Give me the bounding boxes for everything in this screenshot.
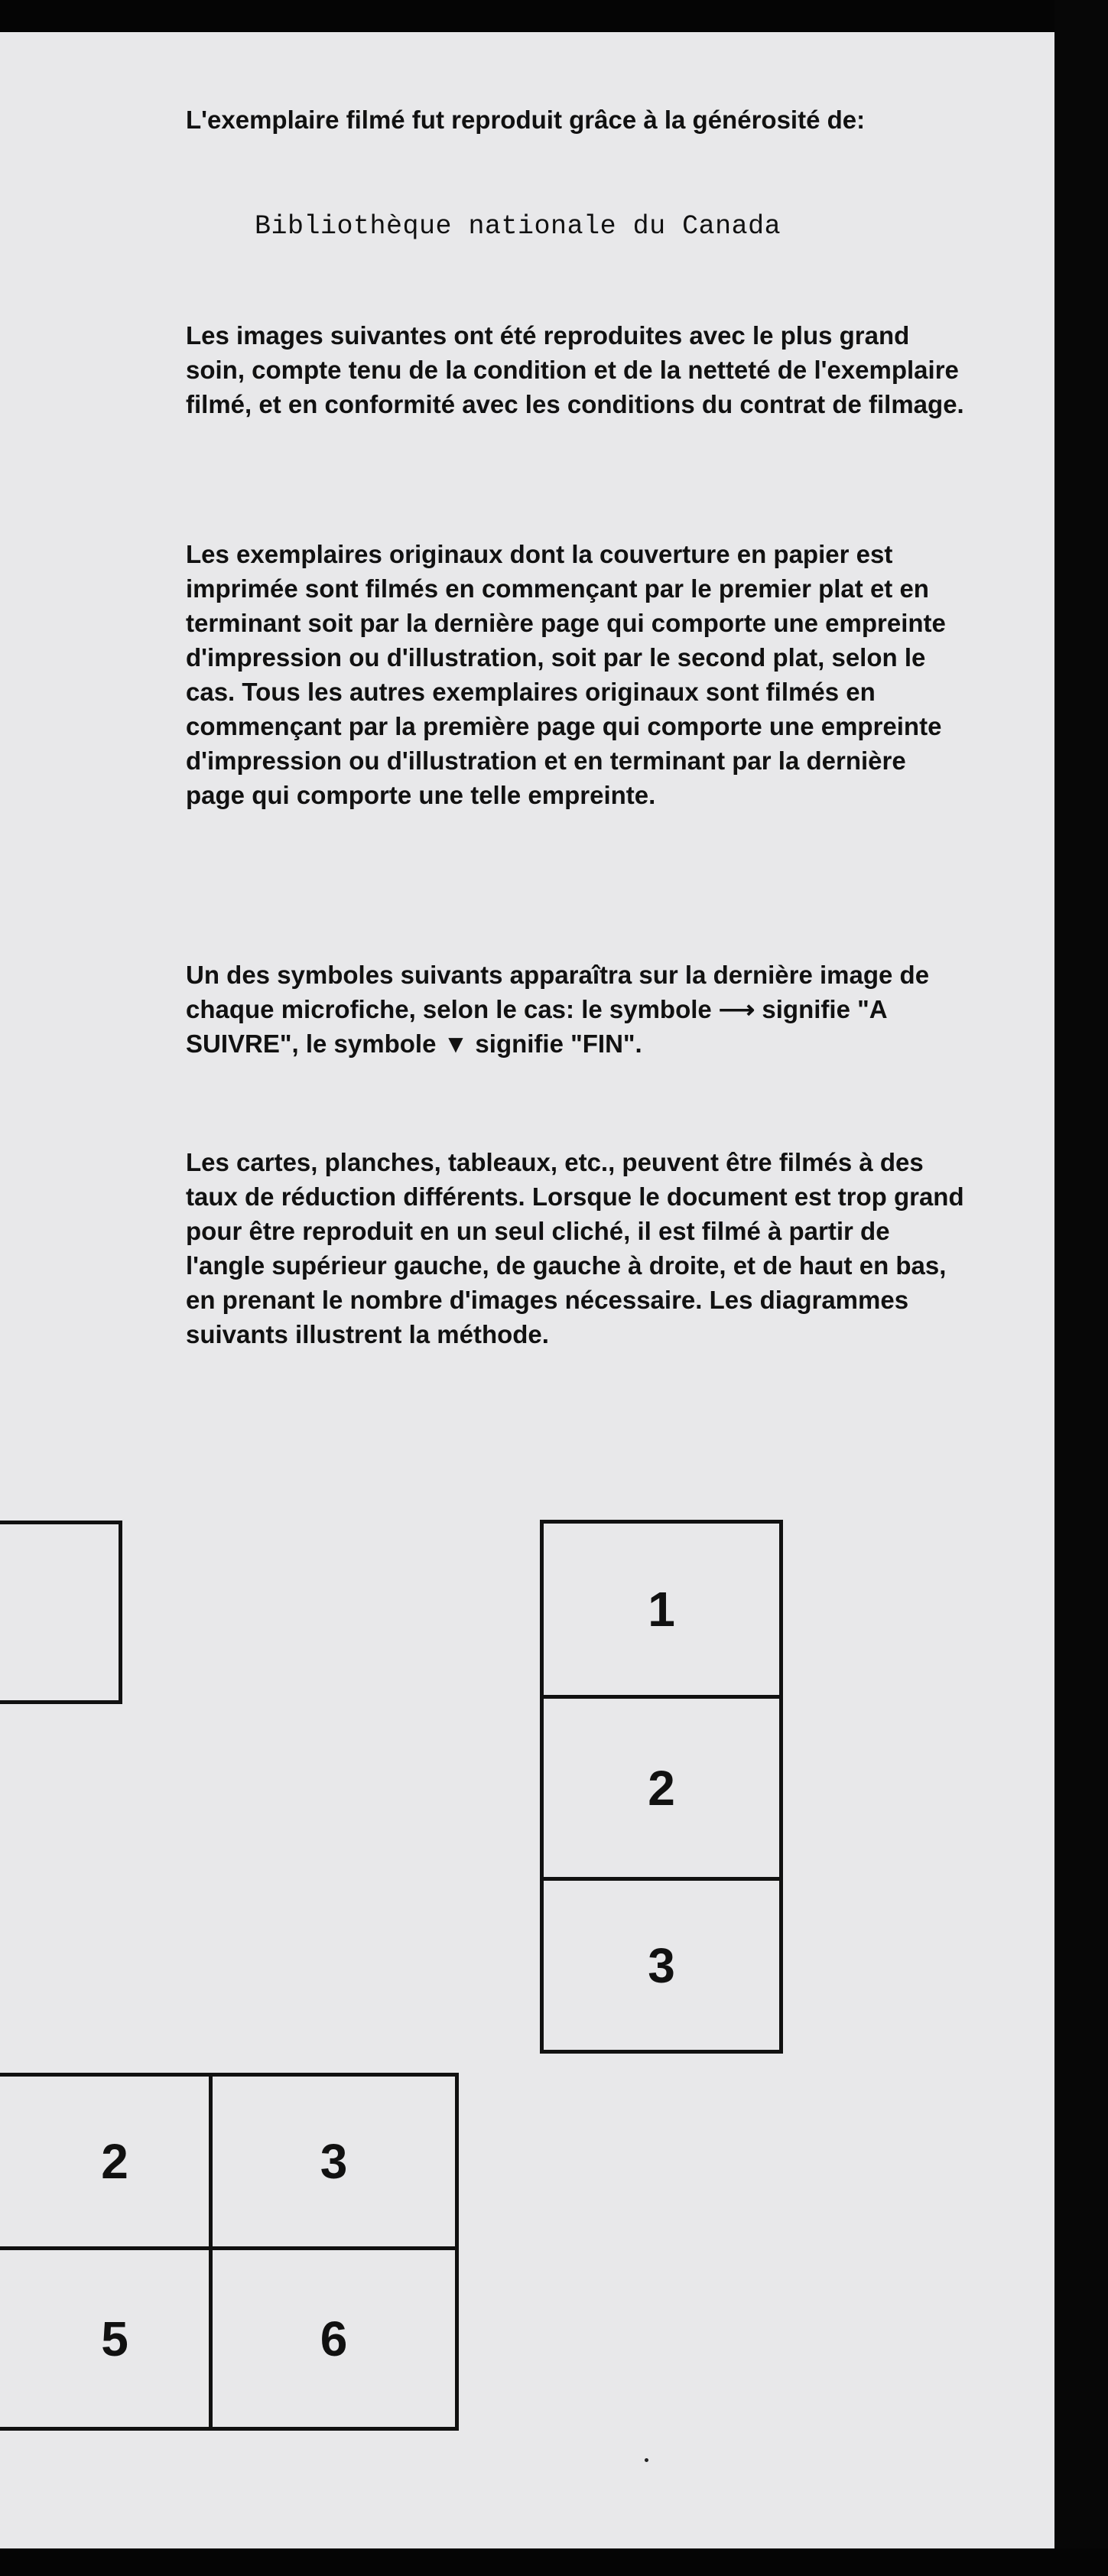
scan-speck [645, 2458, 648, 2462]
paragraph-originals: Les exemplaires originaux dont la couverture en papier est imprimée sont filmés en commençant par le premier plat et en terminant soit par la dernière page qui comporte une empreinte d'impression ou d'illustration, soit par le second plat, selon le cas. Tous les autres exemplaires originaux sont filmés en commençant par la première page qui comporte une empreinte d'impression ou d'illustration et en terminant par la dernière page qui comporte une telle empreinte. [186, 540, 946, 809]
scan-edge-bottom [0, 2548, 1108, 2576]
frame-cell [544, 1524, 779, 1695]
frame-cell [0, 1524, 11, 1700]
horizontal-frames-diagram [0, 1521, 122, 1704]
frame-cell [23, 2250, 206, 2427]
paragraph-maps: Les cartes, planches, tableaux, etc., peuvent être filmés à des taux de réduction différents. Lorsque le document est trop grand pour être reproduit en un seul cliché, il est filmé à partir de l'angle supérieur gauche, de gauche à droite, et de haut en bas, en prenant le nombre d'images nécessaire. Les diagrammes suivants illustrent la méthode. [186, 1148, 964, 1348]
frame-number: 1 [648, 1582, 675, 1637]
frame-number: 3 [320, 2134, 348, 2189]
document-page [0, 32, 1054, 2548]
frame-cell [213, 2250, 455, 2427]
grid-frames-diagram [0, 2073, 459, 2431]
paragraph-reproduction: Les images suivantes ont été reproduites avec le plus grand soin, compte tenu de la condition et de la netteté de l'exemplaire filmé, et en conformité avec les conditions du contrat de filmage. [186, 321, 964, 418]
vertical-frames-diagram [540, 1520, 783, 2054]
frame-number: 5 [101, 2311, 128, 2366]
frame-cell [23, 2077, 206, 2246]
frame-cell [544, 1881, 779, 2050]
frame-number: 3 [648, 1937, 675, 1993]
frame-number: 6 [320, 2311, 348, 2366]
paragraph-symbols: Un des symboles suivants apparaîtra sur la dernière image de chaque microfiche, selon le cas: le symbole ⟶ signifie "A SUIVRE", le symbole ▼ signifie "FIN". [186, 961, 930, 1058]
frame-number: 2 [101, 2134, 128, 2189]
frame-number: 2 [648, 1760, 675, 1816]
frame-cell [213, 2077, 455, 2246]
library-name: Bibliothèque nationale du Canada [255, 211, 781, 242]
scan-edge-right [1054, 0, 1108, 2576]
scan-edge-top [0, 0, 1108, 32]
intro-text: L'exemplaire filmé fut reproduit grâce à la générosité de: [186, 106, 866, 134]
frame-cell [544, 1699, 779, 1877]
